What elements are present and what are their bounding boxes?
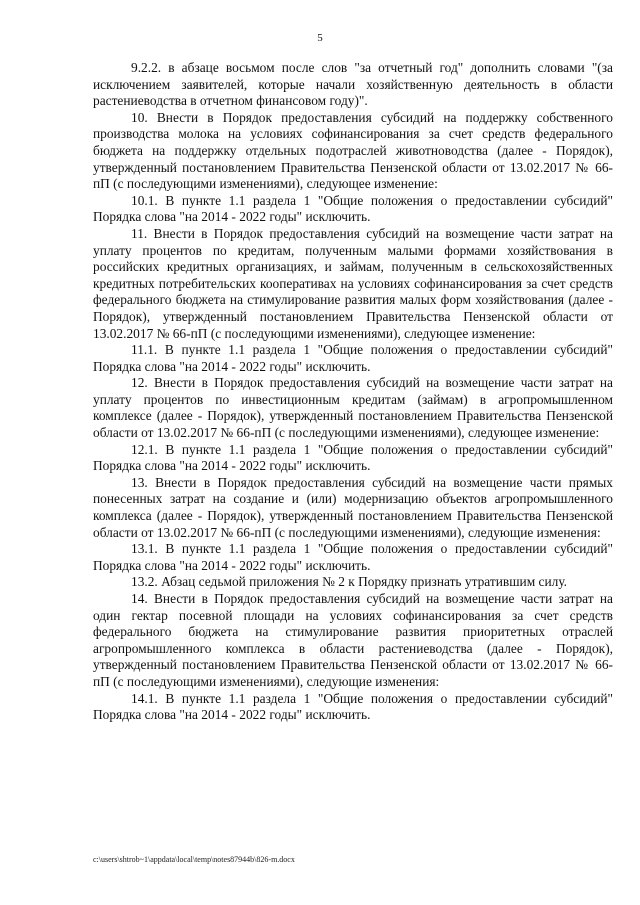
footer-file-path: c:\users\shtrob~1\appdata\local\temp\notes87944b\826-m.docx (93, 855, 295, 864)
paragraph-9-2-2: 9.2.2. в абзаце восьмом после слов "за отчетный год" дополнить словами "(за исключением заявителей, которые начали хозяйственную деятельность в области растениеводства в отчетном финансовом году)". (93, 60, 613, 109)
paragraph-13-2: 13.2. Абзац седьмой приложения № 2 к Порядку признать утратившим силу. (131, 574, 568, 590)
paragraph-14-1: 14.1. В пункте 1.1 раздела 1 "Общие положения о предоставлении субсидий" Порядка слова "на 2014 - 2022 годы" исключить. (93, 690, 613, 723)
paragraph-13: 13. Внести в Порядок предоставления субсидий на возмещение части прямых понесенных затрат на создание и (или) модернизацию объектов агропромышленного комплекса (далее - Порядок), утвержденный постановлением Правительства Пензенской области от 13.02.2017 № 66-пП (с последующими изменениями), следующие изменения: (93, 474, 613, 540)
paragraph-12: 12. Внести в Порядок предоставления субсидий на возмещение части затрат на уплату процентов по инвестиционным кредитам (займам) в агропромышленном комплексе (далее - Порядок), утвержденный постановлением Правительства Пензенской области от 13.02.2017 № 66-пП (с последующими изменениями), следующее изменение: (93, 375, 613, 441)
paragraph-13-1: 13.1. В пункте 1.1 раздела 1 "Общие положения о предоставлении субсидий" Порядка слова "на 2014 - 2022 годы" исключить. (93, 541, 613, 573)
paragraph-10: 10. Внести в Порядок предоставления субсидий на поддержку собственного производства молока на условиях софинансирования за счет средств федерального бюджета на поддержку отдельных подотраслей животноводства (далее - Порядок), утвержденный постановлением Правительства Пензенской области от 13.02.2017 № 66-пП (с последующими изменениями), следующее изменение: (93, 109, 613, 192)
page-number: 5 (317, 32, 323, 44)
paragraph-12-1: 12.1. В пункте 1.1 раздела 1 "Общие положения о предоставлении субсидий" Порядка слова "на 2014 - 2022 годы" исключить. (93, 441, 613, 474)
paragraph-11-1: 11.1. В пункте 1.1 раздела 1 "Общие положения о предоставлении субсидий" Порядка слова "на 2014 - 2022 годы" исключить. (93, 342, 613, 374)
paragraph-11: 11. Внести в Порядок предоставления субсидий на возмещение части затрат на уплату процентов по кредитам, полученным малыми формами хозяйствования в российских кредитных организациях, и займам, полученным в сельскохозяйственных кредитных потребительских кооперативах на условиях софинансирования за счет средств федерального бюджета на стимулирование развития малых форм хозяйствования (далее - Порядок), утвержденный постановлением Правительства Пензенской области от 13.02.2017 № 66-пП (с последующими изменениями), следующее изменение: (93, 225, 613, 341)
paragraph-10-1: 10.1. В пункте 1.1 раздела 1 "Общие положения о предоставлении субсидий" Порядка слова "на 2014 - 2022 годы" исключить. (93, 192, 613, 225)
document-body (93, 60, 613, 724)
paragraph-14: 14. Внести в Порядок предоставления субсидий на возмещение части затрат на один гектар посевной площади на условиях софинансирования за счет средств федерального бюджета на стимулирование развития приоритетных отраслей агропромышленного комплекса в области растениеводства (далее - Порядок), утвержденный постановлением Правительства Пензенской области от 13.02.2017 № 66-пП (с последующими изменениями), следующие изменения: (93, 591, 613, 689)
